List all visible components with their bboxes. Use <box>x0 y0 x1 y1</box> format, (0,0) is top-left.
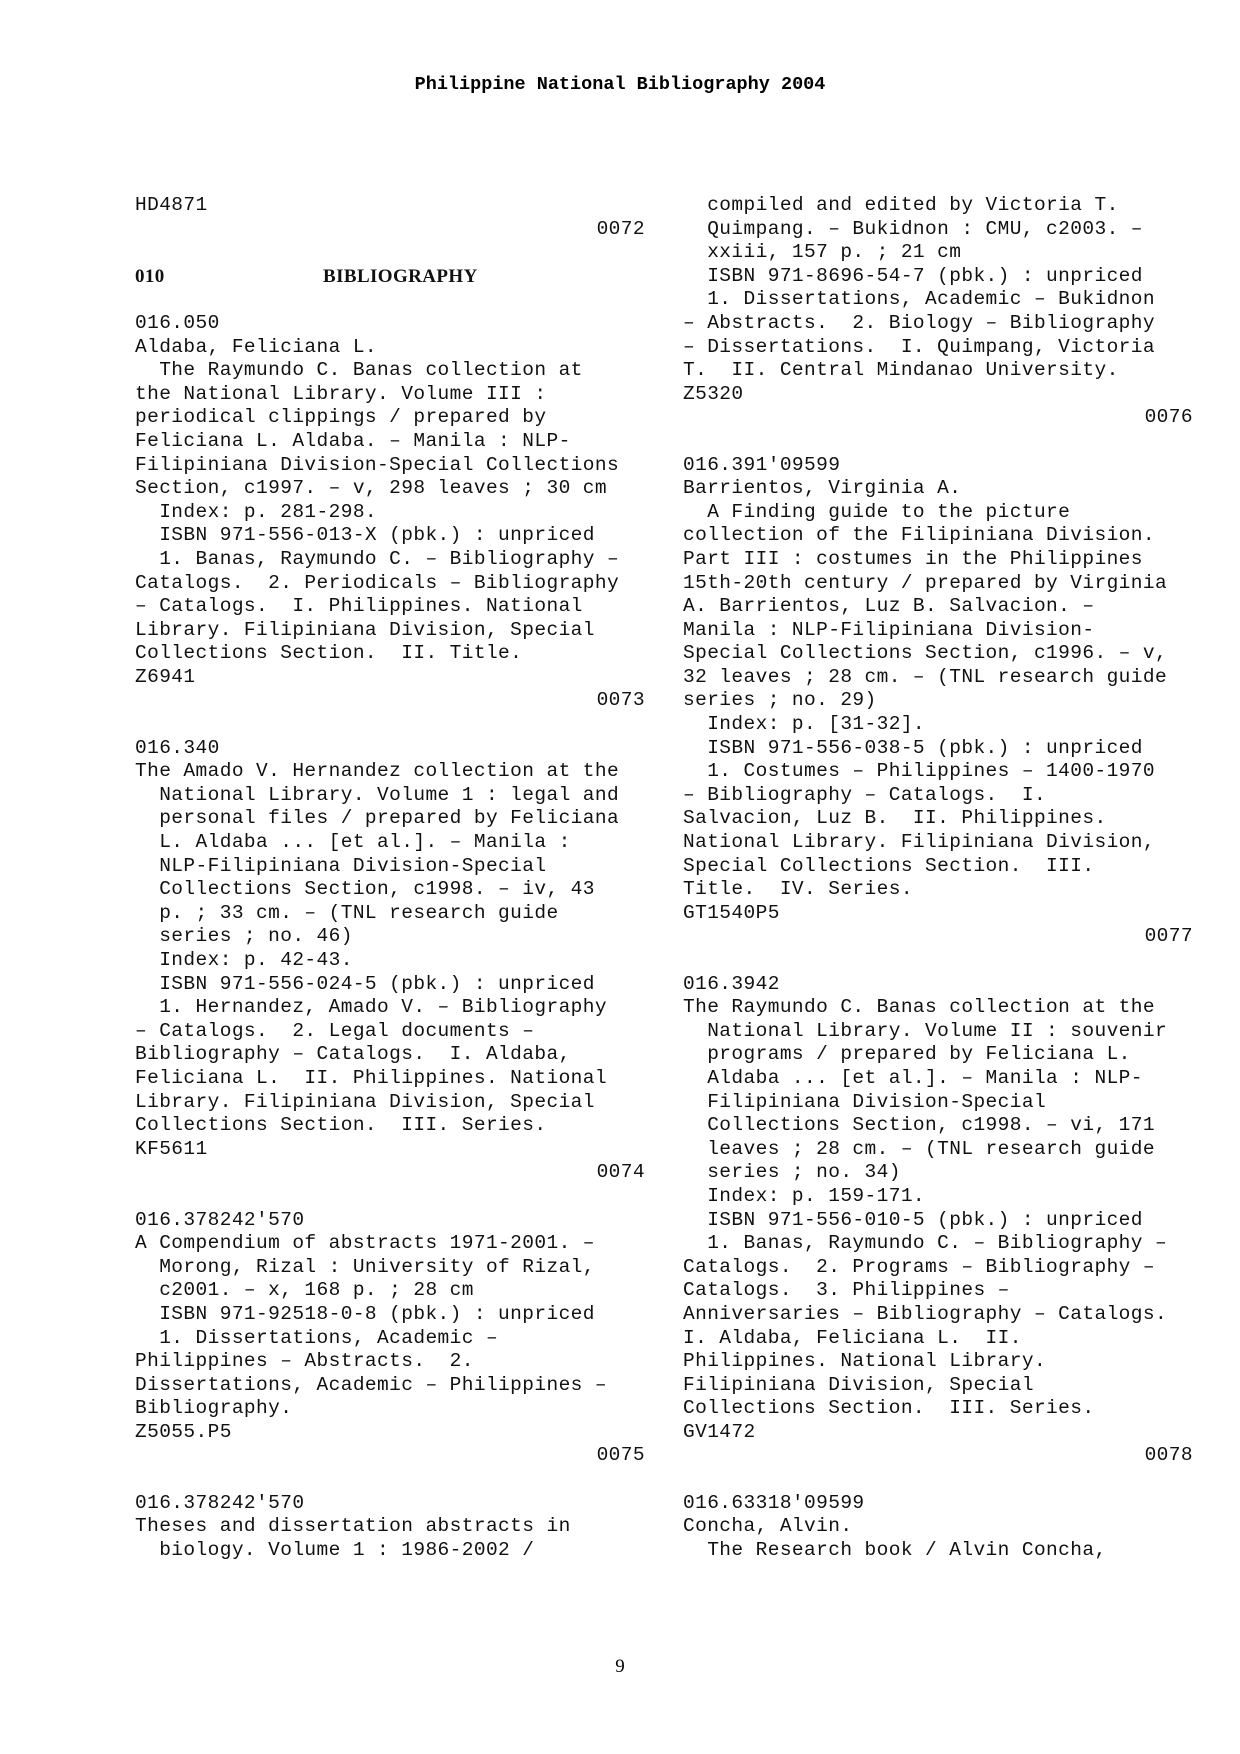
entry-line: 1. Costumes – Philippines – 1400-1970 <box>683 760 1155 783</box>
blank-line <box>683 430 1193 454</box>
entry-line: Filipiniana Division, Special <box>683 1373 1034 1396</box>
entry-line: A Finding guide to the picture <box>683 500 1071 523</box>
entry-line: Manila : NLP-Filipiniana Division- <box>683 618 1095 641</box>
entry-line: Title. IV. Series. <box>683 878 913 901</box>
entry-line: KF5611 <box>135 1137 208 1160</box>
entry-line: Feliciana L. II. Philippines. National <box>135 1066 607 1089</box>
entry-line: National Library. Volume 1 : legal and <box>135 783 620 806</box>
entry-line: L. Aldaba ... [et al.]. – Manila : <box>135 831 571 854</box>
entry-line: ISBN 971-556-038-5 (pbk.) : unpriced <box>683 736 1143 759</box>
record-number: 0076 <box>1144 406 1193 429</box>
entry-line: 016.378242'570 <box>135 1491 305 1514</box>
entry-line: – Abstracts. 2. Biology – Bibliography <box>683 311 1155 334</box>
entry-line: the National Library. Volume III : <box>135 382 547 405</box>
entry-line: – Dissertations. I. Quimpang, Victoria <box>683 335 1155 358</box>
entry-line: The Raymundo C. Banas collection at the <box>683 996 1155 1019</box>
entry-line: Morong, Rizal : University of Rizal, <box>135 1255 595 1278</box>
entry-line: Index: p. 42-43. <box>135 949 353 971</box>
entry-line: c2001. – x, 168 p. ; 28 cm <box>135 1279 474 1302</box>
entry-line: Special Collections Section, c1996. – v, <box>683 642 1168 665</box>
entry-line: ISBN 971-556-010-5 (pbk.) : unpriced <box>683 1208 1143 1231</box>
entry-line: – Catalogs. 2. Legal documents – <box>135 1019 535 1042</box>
entry-line: Dissertations, Academic – Philippines – <box>135 1373 607 1396</box>
entry-line: series ; no. 29) <box>683 689 877 712</box>
entry-line: ISBN 971-8696-54-7 (pbk.) : unpriced <box>683 264 1143 287</box>
entry-line: Index: p. 159-171. <box>683 1184 926 1207</box>
left-column <box>135 194 645 1562</box>
entry-line: 1. Dissertations, Academic – Bukidnon <box>683 288 1155 311</box>
entry-line: ISBN 971-92518-0-8 (pbk.) : unpriced <box>135 1302 595 1325</box>
page-title: Philippine National Bibliography 2004 <box>414 74 826 95</box>
entry-line: Theses and dissertation abstracts in <box>135 1515 571 1538</box>
entry-line: Collections Section. III. Series. <box>683 1397 1095 1420</box>
entry-line: 016.378242'570 <box>135 1208 305 1231</box>
entry-line: Z5320 <box>683 382 744 405</box>
entry-line: Catalogs. 2. Programs – Bibliography – <box>683 1255 1155 1278</box>
record-number: 0073 <box>596 689 645 712</box>
entry-line: Section, c1997. – v, 298 leaves ; 30 cm <box>135 477 607 500</box>
entry-line: The Amado V. Hernandez collection at the <box>135 760 620 783</box>
right-column <box>683 194 1193 1562</box>
blank-line <box>683 949 1193 973</box>
entry-line: – Bibliography – Catalogs. I. <box>683 783 1047 806</box>
entry-line: Filipiniana Division-Special Collections <box>135 453 620 476</box>
entry-line: collection of the Filipiniana Division. <box>683 524 1155 547</box>
entry-line: National Library. Filipiniana Division, <box>683 831 1155 854</box>
entry-line: biology. Volume 1 : 1986-2002 / <box>135 1538 535 1561</box>
entry-line: periodical clippings / prepared by <box>135 406 547 429</box>
entry-line: HD4871 <box>135 194 208 216</box>
section-label: BIBLIOGRAPHY <box>323 265 478 287</box>
entry-line: 1. Banas, Raymundo C. – Bibliography – <box>683 1232 1168 1255</box>
entry-line: compiled and edited by Victoria T. <box>683 194 1119 216</box>
entry-line: Anniversaries – Bibliography – Catalogs. <box>683 1302 1168 1325</box>
entry-line: T. II. Central Mindanao University. <box>683 359 1119 382</box>
entry-line: National Library. Volume II : souvenir <box>683 1019 1168 1042</box>
entry-line: programs / prepared by Feliciana L. <box>683 1043 1131 1066</box>
entry-line: Part III : costumes in the Philippines <box>683 547 1143 570</box>
entry-line: Special Collections Section. III. <box>683 854 1095 877</box>
entry-line: Index: p. 281-298. <box>135 500 378 523</box>
blank-line <box>683 1468 1193 1492</box>
entry-line: Collections Section. III. Series. <box>135 1114 547 1137</box>
entry-line: 016.391'09599 <box>683 453 841 476</box>
entry-line: ISBN 971-556-013-X (pbk.) : unpriced <box>135 524 595 547</box>
entry-line: Catalogs. 3. Philippines – <box>683 1279 1010 1302</box>
entry-line: p. ; 33 cm. – (TNL research guide <box>135 901 559 924</box>
entry-line: 15th-20th century / prepared by Virginia <box>683 571 1168 594</box>
entry-line: Collections Section, c1998. – iv, 43 <box>135 878 595 901</box>
entry-line: Aldaba, Feliciana L. <box>135 335 378 358</box>
entry-line: Philippines – Abstracts. 2. <box>135 1350 474 1373</box>
entry-line: A. Barrientos, Luz B. Salvacion. – <box>683 595 1095 618</box>
entry-line: 016.340 <box>135 736 220 759</box>
entry-line: I. Aldaba, Feliciana L. II. <box>683 1326 1022 1349</box>
entry-line: 1. Banas, Raymundo C. – Bibliography – <box>135 547 620 570</box>
entry-line: 016.050 <box>135 311 220 334</box>
entry-line: – Catalogs. I. Philippines. National <box>135 595 583 618</box>
entry-line: series ; no. 46) <box>135 925 353 948</box>
record-number: 0075 <box>596 1444 645 1467</box>
entry-line: The Research book / Alvin Concha, <box>683 1538 1107 1561</box>
entry-line: xxiii, 157 p. ; 21 cm <box>683 241 962 264</box>
entry-line: 1. Dissertations, Academic – <box>135 1326 499 1349</box>
entry-line: personal files / prepared by Feliciana <box>135 807 620 830</box>
record-number: 0074 <box>596 1161 645 1184</box>
entry-line: Collections Section. II. Title. <box>135 642 523 665</box>
entry-line: 016.3942 <box>683 972 780 995</box>
blank-line <box>135 241 645 265</box>
entry-line: Z6941 <box>135 665 196 688</box>
entry-line: Catalogs. 2. Periodicals – Bibliography <box>135 571 620 594</box>
entry-line: Bibliography – Catalogs. I. Aldaba, <box>135 1043 571 1066</box>
entry-line: leaves ; 28 cm. – (TNL research guide <box>683 1137 1155 1160</box>
entry-line: Bibliography. <box>135 1397 293 1420</box>
entry-line: series ; no. 34) <box>683 1161 901 1184</box>
section-heading <box>135 265 645 289</box>
entry-line: 016.63318'09599 <box>683 1491 865 1514</box>
record-number: 0072 <box>596 217 645 240</box>
entry-line: Philippines. National Library. <box>683 1350 1047 1373</box>
entry-line: Filipiniana Division-Special <box>683 1090 1047 1113</box>
entry-line: Index: p. [31-32]. <box>683 713 926 736</box>
page-number: 9 <box>615 1656 625 1677</box>
entry-line: 32 leaves ; 28 cm. – (TNL research guide <box>683 665 1168 688</box>
blank-line <box>135 1468 645 1492</box>
entry-line: A Compendium of abstracts 1971-2001. – <box>135 1232 595 1255</box>
blank-line <box>135 713 645 737</box>
entry-line: Feliciana L. Aldaba. – Manila : NLP- <box>135 429 571 452</box>
entry-line: ISBN 971-556-024-5 (pbk.) : unpriced <box>135 972 595 995</box>
entry-line: The Raymundo C. Banas collection at <box>135 359 583 382</box>
entry-line: Concha, Alvin. <box>683 1515 853 1538</box>
entry-line: GV1472 <box>683 1420 756 1443</box>
entry-line: Z5055.P5 <box>135 1420 232 1443</box>
entry-line: NLP-Filipiniana Division-Special <box>135 854 547 877</box>
blank-line <box>135 1185 645 1209</box>
entry-line: Salvacion, Luz B. II. Philippines. <box>683 807 1107 830</box>
entry-line: Quimpang. – Bukidnon : CMU, c2003. – <box>683 217 1143 240</box>
record-number: 0078 <box>1144 1444 1193 1467</box>
section-code: 010 <box>135 265 165 287</box>
entry-line: Library. Filipiniana Division, Special <box>135 618 595 641</box>
entry-line: Collections Section, c1998. – vi, 171 <box>683 1114 1155 1137</box>
record-number: 0077 <box>1144 925 1193 948</box>
entry-line: GT1540P5 <box>683 901 780 924</box>
entry-line: 1. Hernandez, Amado V. – Bibliography <box>135 996 607 1019</box>
entry-line: Library. Filipiniana Division, Special <box>135 1090 595 1113</box>
entry-line: Aldaba ... [et al.]. – Manila : NLP- <box>683 1066 1143 1089</box>
blank-line <box>135 288 645 312</box>
entry-line: Barrientos, Virginia A. <box>683 477 962 500</box>
